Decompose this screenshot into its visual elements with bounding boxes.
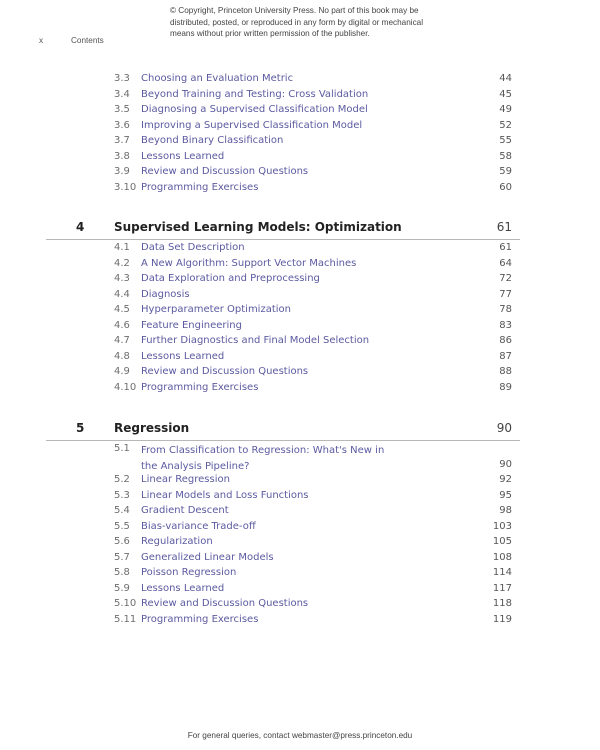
page-number: 118 <box>492 598 512 609</box>
section-title-line: the Analysis Pipeline? <box>141 460 250 472</box>
section-title[interactable]: Review and Discussion Questions <box>141 366 309 377</box>
toc-entry[interactable] <box>0 335 600 351</box>
page-number: 58 <box>499 150 512 162</box>
toc-entry[interactable] <box>0 73 600 89</box>
section-number: 5.1 <box>114 443 130 454</box>
toc-entry[interactable] <box>0 521 600 537</box>
section-number: 5.4 <box>114 505 130 516</box>
toc-entry[interactable] <box>0 598 600 614</box>
section-number: 4.7 <box>114 335 130 346</box>
section-title[interactable]: Lessons Learned <box>141 582 225 594</box>
copyright-line: distributed, posted, or reproduced in any form by digital or mechanical <box>170 17 424 27</box>
toc-entry[interactable] <box>0 289 600 305</box>
chapter-rule <box>46 440 520 441</box>
page-number: 86 <box>499 335 512 346</box>
chapter-page: 61 <box>496 220 512 234</box>
section-title[interactable]: Beyond Binary Classification <box>141 135 284 146</box>
section-title[interactable]: Beyond Training and Testing: Cross Validation <box>141 88 369 100</box>
section-title[interactable]: Programming Exercises <box>141 381 259 393</box>
chapter-heading[interactable] <box>0 421 600 445</box>
toc-entry[interactable] <box>0 552 600 568</box>
page-number: 64 <box>499 257 512 269</box>
chapter-number: 4 <box>76 220 85 234</box>
toc-entry[interactable] <box>0 320 600 336</box>
section-title[interactable]: Further Diagnostics and Final Model Selection <box>141 335 370 346</box>
section-number: 5.3 <box>114 489 130 501</box>
toc-entry[interactable] <box>0 583 600 599</box>
page-number: 60 <box>499 181 512 193</box>
section-number: 3.4 <box>114 88 130 100</box>
section-title[interactable]: Data Set Description <box>141 242 245 253</box>
section-title[interactable]: Choosing an Evaluation Metric <box>141 73 294 84</box>
section-number: 5.5 <box>114 520 130 532</box>
toc-entry[interactable] <box>0 89 600 105</box>
section-title[interactable]: Diagnosis <box>141 288 190 300</box>
page-number: 52 <box>499 119 512 131</box>
toc-entry[interactable] <box>0 567 600 583</box>
toc-entry[interactable] <box>0 182 600 198</box>
section-number: 4.9 <box>114 366 130 377</box>
section-title[interactable]: Review and Discussion Questions <box>141 598 309 609</box>
page-number: 78 <box>499 304 512 315</box>
section-title[interactable]: Diagnosing a Supervised Classification Model <box>141 104 368 115</box>
chapter-title[interactable]: Supervised Learning Models: Optimization <box>114 220 402 234</box>
toc-entry[interactable] <box>0 536 600 552</box>
toc-entry[interactable] <box>0 474 600 490</box>
section-title[interactable]: Linear Models and Loss Functions <box>141 489 309 501</box>
chapter-title[interactable]: Regression <box>114 421 190 435</box>
section-title[interactable]: Feature Engineering <box>141 319 242 331</box>
section-title[interactable]: Poisson Regression <box>141 567 237 578</box>
toc-entry[interactable] <box>0 366 600 382</box>
section-number: 5.6 <box>114 536 130 547</box>
section-title[interactable]: Lessons Learned <box>141 150 225 162</box>
section-number: 4.4 <box>114 288 130 300</box>
page-number: 59 <box>499 166 512 177</box>
copyright-notice <box>170 5 440 40</box>
page-number: 44 <box>499 73 512 84</box>
section-number: 4.3 <box>114 273 130 284</box>
section-number: 5.8 <box>114 567 130 578</box>
section-number: 4.1 <box>114 242 130 253</box>
toc-entry[interactable] <box>0 242 600 258</box>
page-number: 89 <box>499 381 512 393</box>
chapter-page: 90 <box>496 421 512 435</box>
chapter-rule <box>46 239 520 240</box>
toc-entry[interactable] <box>0 166 600 182</box>
page-number: 61 <box>499 242 512 253</box>
section-title[interactable] <box>141 443 384 474</box>
toc-entry[interactable] <box>0 120 600 136</box>
section-number: 5.10 <box>114 598 137 609</box>
section-number: 4.8 <box>114 350 130 362</box>
page-number: 55 <box>499 135 512 146</box>
section-number: 5.11 <box>114 613 137 625</box>
section-number: 3.9 <box>114 166 130 177</box>
section-number: 3.3 <box>114 73 130 84</box>
page-number: 114 <box>492 567 512 578</box>
section-title[interactable]: Gradient Descent <box>141 505 229 516</box>
section-title-line: From Classification to Regression: What's New in <box>141 445 385 456</box>
page-number: 92 <box>499 474 512 485</box>
section-number: 3.7 <box>114 135 130 146</box>
toc-entry[interactable] <box>0 135 600 151</box>
page-number: 83 <box>499 319 512 331</box>
toc-entry[interactable] <box>0 443 600 473</box>
page-number: 105 <box>492 536 512 547</box>
page-number: 87 <box>499 350 512 362</box>
section-title[interactable]: Review and Discussion Questions <box>141 166 309 177</box>
toc-entry[interactable] <box>0 258 600 274</box>
section-title[interactable]: Lessons Learned <box>141 350 225 362</box>
page-number: 90 <box>499 458 512 470</box>
section-title[interactable]: Programming Exercises <box>141 613 259 625</box>
section-number: 3.10 <box>114 181 137 193</box>
section-title[interactable]: Bias-variance Trade-off <box>141 520 256 532</box>
section-title[interactable]: Linear Regression <box>141 474 230 485</box>
page-number: 49 <box>499 104 512 115</box>
section-number: 4.2 <box>114 257 130 269</box>
section-number: 4.5 <box>114 304 130 315</box>
section-number: 4.10 <box>114 381 137 393</box>
page-number: 108 <box>492 551 512 563</box>
section-title[interactable]: Data Exploration and Preprocessing <box>141 273 320 284</box>
toc-entry[interactable] <box>0 151 600 167</box>
section-number: 5.7 <box>114 551 130 563</box>
page-number: 117 <box>492 582 512 594</box>
section-number: 3.6 <box>114 119 130 131</box>
chapter-number: 5 <box>76 421 85 435</box>
section-number: 3.8 <box>114 150 130 162</box>
toc-entry[interactable] <box>0 505 600 521</box>
page-number: 77 <box>499 288 512 300</box>
section-number: 3.5 <box>114 104 130 115</box>
page-number: 45 <box>499 88 512 100</box>
section-number: 5.2 <box>114 474 130 485</box>
toc-entry[interactable] <box>0 104 600 120</box>
page-number: 72 <box>499 273 512 284</box>
toc-entry[interactable] <box>0 614 600 630</box>
page-number: 98 <box>499 505 512 516</box>
footer-contact: For general queries, contact webmaster@press.princeton.edu <box>187 731 413 740</box>
section-title[interactable]: A New Algorithm: Support Vector Machines <box>141 257 357 269</box>
section-title[interactable]: Generalized Linear Models <box>141 551 274 563</box>
copyright-line: © Copyright, Princeton University Press. No part of this book may be <box>170 6 419 15</box>
toc-entry[interactable] <box>0 273 600 289</box>
page-number: 95 <box>499 489 512 501</box>
toc-entry[interactable] <box>0 490 600 506</box>
running-title: Contents <box>71 36 104 45</box>
section-number: 4.6 <box>114 319 130 331</box>
toc-entry[interactable] <box>0 382 600 398</box>
toc-entry[interactable] <box>0 304 600 320</box>
chapter-heading[interactable] <box>0 220 600 244</box>
toc-entry[interactable] <box>0 351 600 367</box>
section-title[interactable]: Programming Exercises <box>141 181 259 193</box>
section-title[interactable]: Hyperparameter Optimization <box>141 304 291 315</box>
section-title[interactable]: Improving a Supervised Classification Model <box>141 119 363 131</box>
section-title[interactable]: Regularization <box>141 536 213 547</box>
copyright-line: means without prior written permission of the publisher. <box>170 29 370 38</box>
section-number: 5.9 <box>114 582 130 594</box>
page-number: 88 <box>499 366 512 377</box>
page-folio: x <box>39 36 44 45</box>
page-number: 103 <box>492 520 512 532</box>
page-number: 119 <box>492 613 512 625</box>
